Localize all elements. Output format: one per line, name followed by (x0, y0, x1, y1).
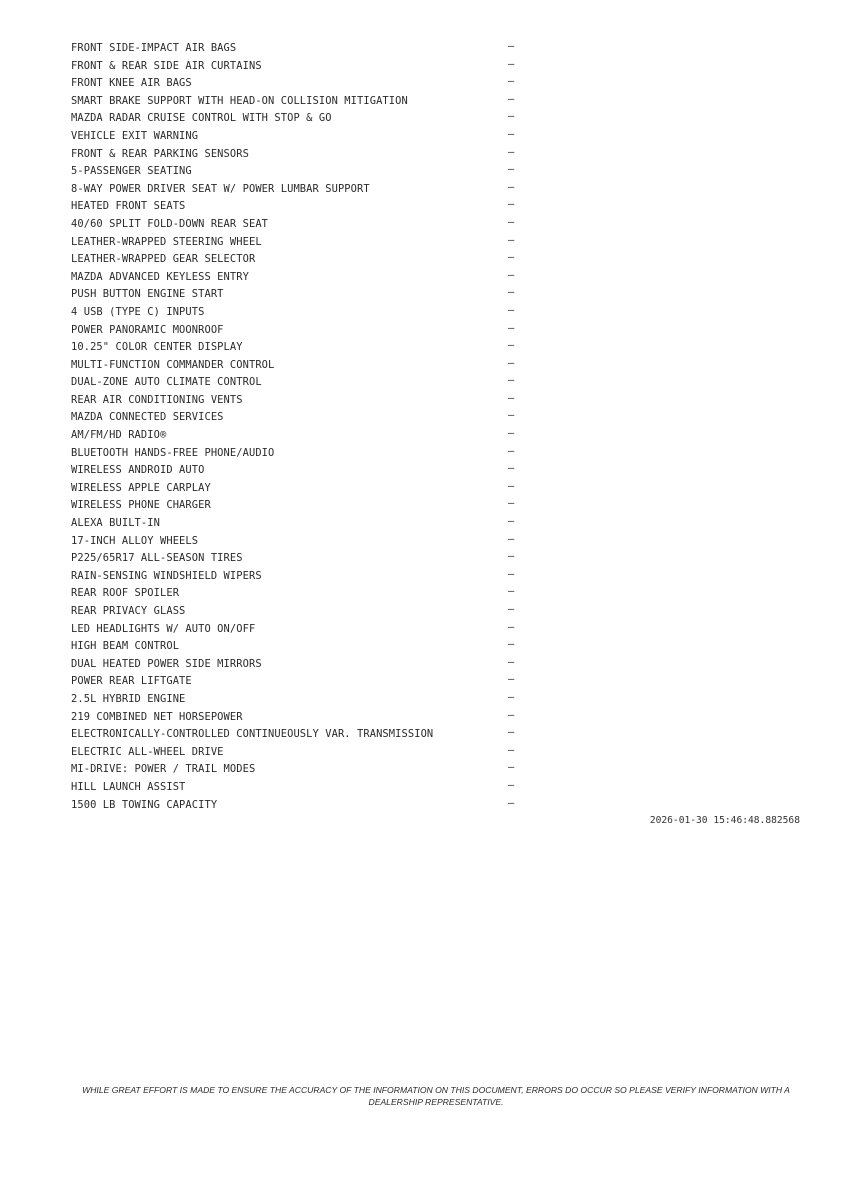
feature-name: REAR ROOF SPOILER (71, 587, 180, 600)
disclaimer-note: WHILE GREAT EFFORT IS MADE TO ENSURE THE ACCURACY OF THE INFORMATION ON THIS DOCUMENT, ERRORS DO OCCUR SO PLEASE VERIFY INFORMATION WITH A DEALERSHIP REPRESENTATIVE. (82, 1085, 790, 1107)
feature-name: FRONT & REAR SIDE AIR CURTAINS (71, 59, 262, 72)
feature-row (71, 478, 531, 496)
feature-row (71, 724, 531, 742)
feature-name: P225/65R17 ALL-SEASON TIRES (71, 552, 243, 565)
feature-row (71, 601, 531, 619)
feature-row (71, 320, 531, 338)
feature-value: — (508, 163, 515, 176)
feature-row (71, 619, 531, 637)
feature-value: — (508, 409, 515, 422)
feature-row (71, 355, 531, 373)
feature-value: — (508, 690, 515, 703)
feature-value: — (508, 778, 515, 791)
feature-row (71, 443, 531, 461)
feature-name: 2.5L HYBRID ENGINE (71, 692, 186, 705)
feature-row (71, 91, 531, 109)
feature-row (71, 108, 531, 126)
feature-value: — (508, 391, 515, 404)
feature-name: WIRELESS ANDROID AUTO (71, 464, 205, 477)
feature-name: AM/FM/HD RADIO® (71, 429, 167, 442)
feature-value: — (508, 743, 515, 756)
feature-value: — (508, 761, 515, 774)
feature-value: — (508, 215, 515, 228)
feature-name: 17-INCH ALLOY WHEELS (71, 534, 199, 547)
feature-name: POWER REAR LIFTGATE (71, 675, 192, 688)
feature-row (71, 636, 531, 654)
feature-value: — (508, 497, 515, 510)
feature-name: LEATHER-WRAPPED GEAR SELECTOR (71, 253, 256, 266)
feature-value: — (508, 374, 515, 387)
feature-row (71, 671, 531, 689)
feature-row (71, 531, 531, 549)
feature-row (71, 777, 531, 795)
feature-row (71, 654, 531, 672)
feature-row (71, 460, 531, 478)
feature-row (71, 38, 531, 56)
feature-row (71, 302, 531, 320)
feature-name: HIGH BEAM CONTROL (71, 640, 180, 653)
feature-name: WIRELESS PHONE CHARGER (71, 499, 211, 512)
feature-value: — (508, 303, 515, 316)
feature-row (71, 742, 531, 760)
feature-name: 4 USB (TYPE C) INPUTS (71, 305, 205, 318)
feature-row (71, 759, 531, 777)
feature-name: PUSH BUTTON ENGINE START (71, 288, 224, 301)
feature-value: — (508, 603, 515, 615)
feature-row (71, 495, 531, 513)
feature-value: — (508, 268, 515, 281)
feature-name: 219 COMBINED NET HORSEPOWER (71, 710, 243, 723)
feature-row (71, 513, 531, 531)
feature-row (71, 144, 531, 162)
feature-value: — (508, 198, 515, 211)
feature-name: MAZDA RADAR CRUISE CONTROL WITH STOP & GO (71, 112, 332, 125)
feature-value: — (508, 75, 515, 88)
feature-name: REAR PRIVACY GLASS (71, 605, 186, 617)
feature-name: RAIN-SENSING WINDSHIELD WIPERS (71, 569, 262, 582)
feature-value: — (508, 339, 515, 352)
feature-name: FRONT KNEE AIR BAGS (71, 77, 192, 90)
feature-name: LED HEADLIGHTS W/ AUTO ON/OFF (71, 622, 256, 635)
feature-row (71, 337, 531, 355)
feature-value: — (508, 110, 515, 123)
feature-row (71, 232, 531, 250)
feature-name: 5-PASSENGER SEATING (71, 165, 192, 178)
feature-value: — (508, 638, 515, 651)
feature-name: HEATED FRONT SEATS (71, 200, 186, 213)
feature-name: POWER PANORAMIC MOONROOF (71, 323, 224, 336)
feature-name: BLUETOOTH HANDS-FREE PHONE/AUDIO (71, 446, 275, 459)
feature-value: — (508, 57, 515, 70)
feature-name: LEATHER-WRAPPED STEERING WHEEL (71, 235, 262, 248)
feature-value: — (508, 620, 515, 633)
feature-name: WIRELESS APPLE CARPLAY (71, 481, 211, 494)
feature-row (71, 267, 531, 285)
feature-name: DUAL-ZONE AUTO CLIMATE CONTROL (71, 376, 262, 389)
feature-value: — (508, 356, 515, 369)
feature-name: ALEXA BUILT-IN (71, 517, 160, 530)
feature-row (71, 372, 531, 390)
feature-list (71, 38, 531, 812)
feature-value: — (508, 796, 515, 809)
feature-name: 10.25" COLOR CENTER DISPLAY (71, 341, 243, 354)
feature-row (71, 425, 531, 443)
feature-name: MAZDA CONNECTED SERVICES (71, 411, 224, 424)
feature-row (71, 390, 531, 408)
feature-value: — (508, 180, 515, 193)
feature-value: — (508, 127, 515, 140)
feature-value: — (508, 655, 515, 668)
feature-value: — (508, 567, 515, 580)
feature-name: ELECTRONICALLY-CONTROLLED CONTINUEOUSLY VAR. TRANSMISSION (71, 728, 434, 741)
feature-row (71, 179, 531, 197)
feature-name: ELECTRIC ALL-WHEEL DRIVE (71, 745, 224, 758)
feature-row (71, 548, 531, 566)
feature-name: FRONT & REAR PARKING SENSORS (71, 147, 249, 160)
feature-value: — (508, 321, 515, 334)
feature-value: — (508, 462, 515, 475)
feature-row (71, 73, 531, 91)
feature-value: — (508, 233, 515, 246)
feature-value: — (508, 40, 515, 52)
feature-row (71, 583, 531, 601)
feature-row (71, 284, 531, 302)
feature-name: DUAL HEATED POWER SIDE MIRRORS (71, 657, 262, 670)
feature-name: 1500 LB TOWING CAPACITY (71, 798, 218, 811)
feature-value: — (508, 515, 515, 528)
feature-row (71, 126, 531, 144)
feature-value: — (508, 444, 515, 457)
feature-value: — (508, 585, 515, 598)
feature-name: MAZDA ADVANCED KEYLESS ENTRY (71, 270, 249, 283)
feature-value: — (508, 673, 515, 686)
feature-value: — (508, 479, 515, 492)
feature-value: — (508, 145, 515, 158)
feature-name: 40/60 SPLIT FOLD-DOWN REAR SEAT (71, 217, 269, 230)
feature-value: — (508, 286, 515, 299)
feature-row (71, 407, 531, 425)
feature-row (71, 196, 531, 214)
feature-row (71, 214, 531, 232)
feature-value: — (508, 726, 515, 739)
feature-row (71, 56, 531, 74)
feature-row (71, 795, 531, 813)
feature-name: SMART BRAKE SUPPORT WITH HEAD-ON COLLISION MITIGATION (71, 94, 408, 107)
feature-name: VEHICLE EXIT WARNING (71, 129, 199, 142)
feature-row (71, 249, 531, 267)
print-timestamp: 2026-01-30 15:46:48.882568 (649, 815, 800, 826)
feature-name: MI-DRIVE: POWER / TRAIL MODES (71, 763, 256, 776)
feature-name: HILL LAUNCH ASSIST (71, 780, 186, 793)
feature-value: — (508, 427, 515, 440)
feature-row (71, 707, 531, 725)
feature-name: FRONT SIDE-IMPACT AIR BAGS (71, 42, 237, 54)
feature-value: — (508, 708, 515, 721)
feature-value: — (508, 550, 515, 563)
feature-name: REAR AIR CONDITIONING VENTS (71, 393, 243, 406)
feature-name: MULTI-FUNCTION COMMANDER CONTROL (71, 358, 275, 371)
feature-value: — (508, 251, 515, 264)
feature-value: — (508, 92, 515, 105)
feature-value: — (508, 532, 515, 545)
feature-row (71, 161, 531, 179)
feature-name: 8-WAY POWER DRIVER SEAT W/ POWER LUMBAR SUPPORT (71, 182, 370, 195)
feature-row (71, 566, 531, 584)
feature-row (71, 689, 531, 707)
